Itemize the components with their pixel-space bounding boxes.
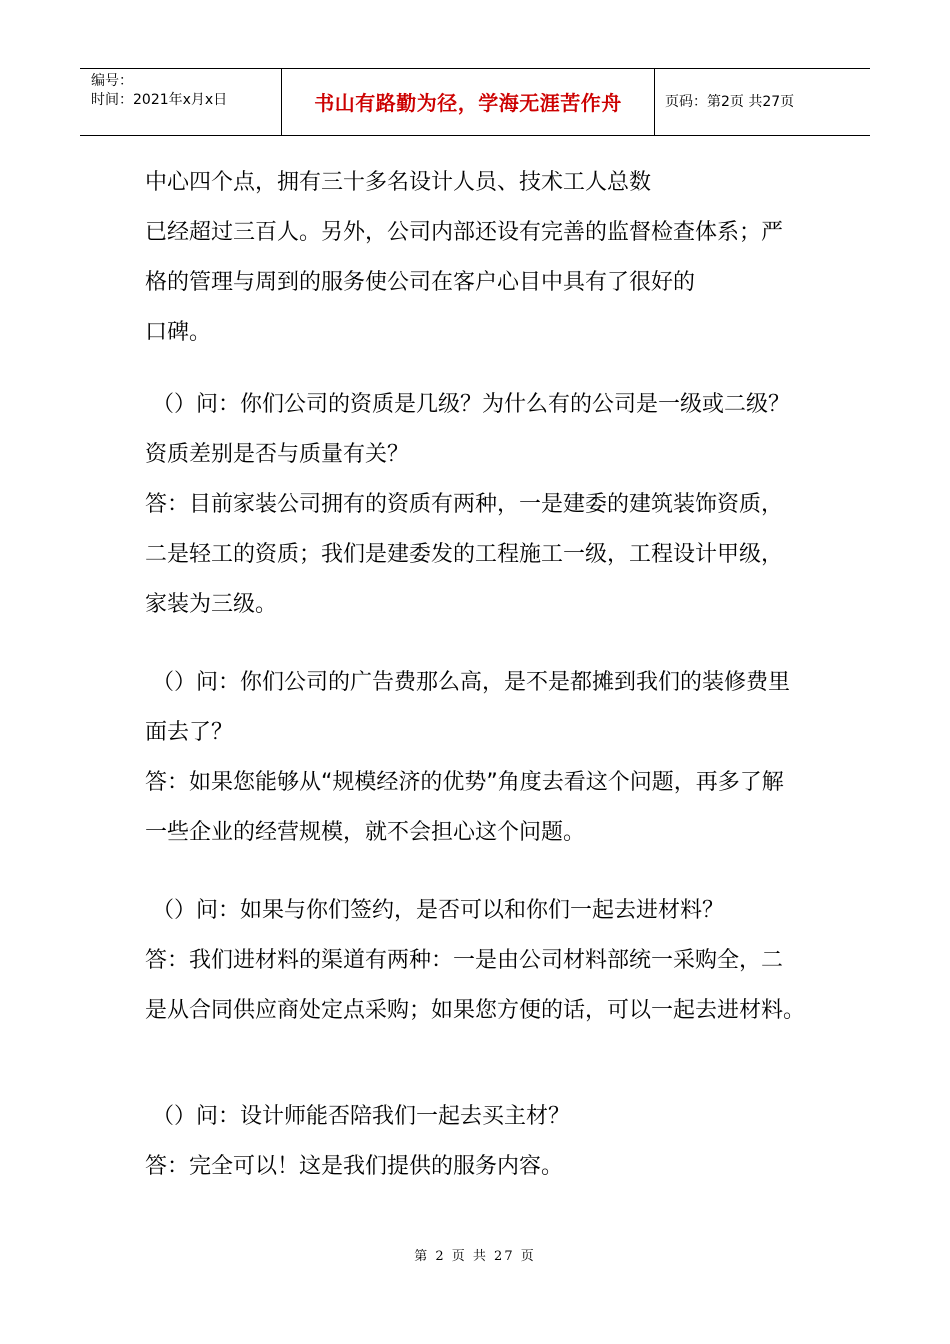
document-date-label: 时间：2021年x月x日: [91, 92, 228, 108]
text-line: 口碑。: [145, 320, 212, 345]
text-line: 格的管理与周到的服务使公司在客户心目中具有了很好的: [145, 270, 696, 295]
answer-line: 是从合同供应商处定点采购；如果您方便的话，可以一起去进材料。: [145, 998, 806, 1023]
answer-line: 家装为三级。: [145, 592, 278, 617]
qa-block-qualification: [145, 382, 825, 632]
qa-block-designer: [145, 1094, 825, 1194]
answer-line: 答：完全可以！这是我们提供的服务内容。: [145, 1154, 564, 1179]
header-meta: [80, 69, 282, 135]
document-body: [145, 160, 825, 1194]
header-page-info: 页码：第2页 共27页: [665, 94, 795, 110]
qa-block-materials: [145, 888, 825, 1038]
question-line: （）问：你们公司的广告费那么高，是不是都摊到我们的装修费里: [152, 670, 791, 695]
question-line: 资质差别是否与质量有关？: [145, 442, 410, 467]
header-motto: 书山有路勤为径，学海无涯苦作舟: [282, 69, 655, 135]
answer-line: 二是轻工的资质；我们是建委发的工程施工一级，工程设计甲级，: [145, 542, 784, 567]
answer-line: 答：如果您能够从“规模经济的优势”角度去看这个问题，再多了解: [145, 770, 784, 795]
intro-paragraph: [145, 160, 825, 360]
answer-line: 答：我们进材料的渠道有两种：一是由公司材料部统一采购全，二: [145, 948, 784, 973]
qa-block-advertising: [145, 660, 825, 860]
text-line: 中心四个点，拥有三十多名设计人员、技术工人总数: [145, 170, 652, 195]
question-line: （）问：如果与你们签约，是否可以和你们一起去进材料？: [152, 898, 725, 923]
page-header: [80, 68, 870, 136]
page-footer: 第 2 页 共 27 页: [414, 1249, 536, 1264]
answer-line: 答：目前家装公司拥有的资质有两种，一是建委的建筑装饰资质，: [145, 492, 784, 517]
question-line: （）问：设计师能否陪我们一起去买主材？: [152, 1104, 571, 1129]
text-line: 已经超过三百人。另外，公司内部还设有完善的监督检查体系；严: [145, 220, 784, 245]
answer-line: 一些企业的经营规模，就不会担心这个问题。: [145, 820, 586, 845]
question-line: 面去了？: [145, 720, 234, 745]
question-line: （）问：你们公司的资质是几级？为什么有的公司是一级或二级？: [152, 392, 791, 417]
document-number-label: 编号：: [91, 73, 133, 89]
